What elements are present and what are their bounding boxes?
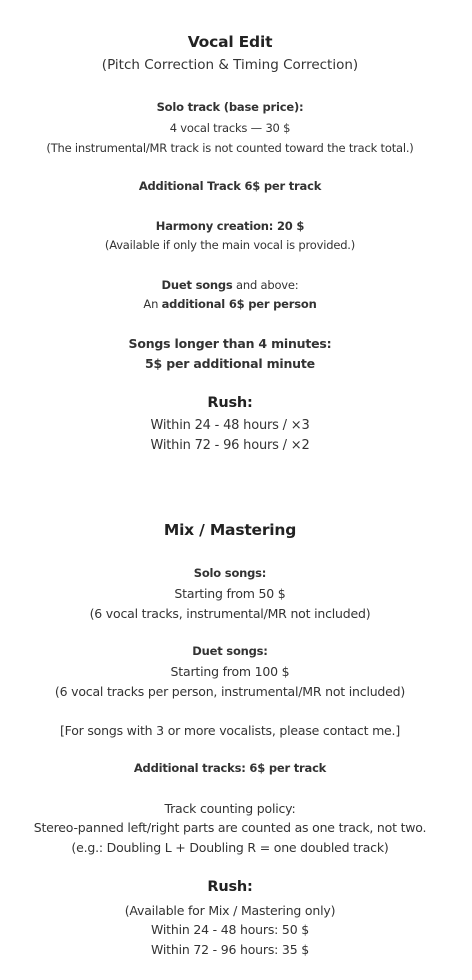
harmony-creation-price: Harmony creation: 20 $ bbox=[155, 219, 305, 233]
track-policy-line-1: Stereo-panned left/right parts are counted as one track, not two. bbox=[33, 820, 427, 835]
long-song-heading: Songs longer than 4 minutes: bbox=[128, 336, 332, 351]
vocal-edit-title: Vocal Edit bbox=[187, 33, 273, 51]
long-song-price: 5$ per additional minute bbox=[145, 356, 315, 371]
duet-heading-bold: Duet songs bbox=[161, 278, 233, 292]
solo-track-heading: Solo track (base price): bbox=[156, 100, 304, 114]
mix-solo-note: (6 vocal tracks, instrumental/MR not included) bbox=[89, 606, 371, 621]
mix-rush-note: (Available for Mix / Mastering only) bbox=[124, 903, 336, 918]
mix-solo-price: Starting from 50 $ bbox=[174, 586, 286, 601]
mix-duet-heading: Duet songs: bbox=[192, 644, 268, 658]
mix-mastering-title: Mix / Mastering bbox=[163, 521, 297, 539]
duet-heading-rest: and above: bbox=[232, 278, 299, 292]
duet-price-bold: additional 6$ per person bbox=[161, 297, 317, 311]
vocal-rush-title: Rush: bbox=[207, 395, 253, 411]
mix-additional-tracks: Additional tracks: 6$ per track bbox=[133, 761, 327, 775]
duet-heading bbox=[0, 279, 460, 293]
duet-price bbox=[0, 298, 460, 312]
mix-rush-title: Rush: bbox=[207, 879, 253, 895]
mix-rush-option-2: Within 72 - 96 hours: 35 $ bbox=[151, 942, 309, 957]
vocal-rush-option-2: Within 72 - 96 hours / ×2 bbox=[150, 438, 310, 453]
harmony-creation-note: (Available if only the main vocal is provided.) bbox=[104, 238, 356, 252]
solo-track-note: (The instrumental/MR track is not counted toward the track total.) bbox=[46, 141, 414, 155]
mix-solo-heading: Solo songs: bbox=[193, 566, 267, 580]
mix-duet-note: (6 vocal tracks per person, instrumental/MR not included) bbox=[54, 684, 406, 699]
duet-price-prefix: An bbox=[143, 297, 162, 311]
mix-duet-price: Starting from 100 $ bbox=[170, 664, 290, 679]
solo-track-price: 4 vocal tracks — 30 $ bbox=[169, 121, 291, 135]
vocal-edit-subtitle: (Pitch Correction & Timing Correction) bbox=[101, 57, 359, 73]
additional-track-price: Additional Track 6$ per track bbox=[138, 179, 322, 193]
track-policy-line-2: (e.g.: Doubling L + Doubling R = one doubled track) bbox=[71, 840, 389, 855]
mix-rush-option-1: Within 24 - 48 hours: 50 $ bbox=[151, 922, 309, 937]
track-policy-heading: Track counting policy: bbox=[164, 801, 296, 816]
vocal-rush-option-1: Within 24 - 48 hours / ×3 bbox=[150, 418, 310, 433]
mix-contact-note: [For songs with 3 or more vocalists, please contact me.] bbox=[59, 723, 400, 738]
